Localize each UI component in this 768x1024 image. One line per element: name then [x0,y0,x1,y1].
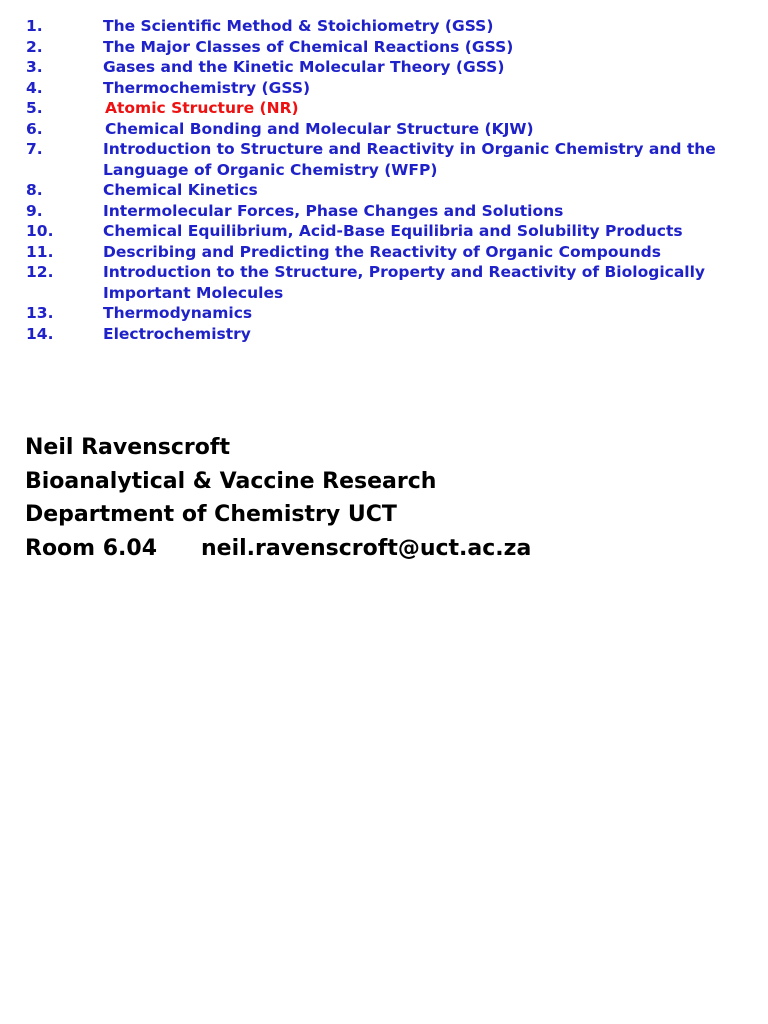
contact-room: Room 6.04 [25,535,158,561]
topic-title: Gases and the Kinetic Molecular Theory (GSS) [103,58,505,76]
topic-title: Introduction to Structure and Reactivity in Organic Chemistry and the Language of Organic Chemistry (WFP) [103,140,716,179]
contact-email[interactable]: neil.ravenscroft@uct.ac.za [201,535,532,561]
topic-number: 2. [26,37,43,56]
contact-name: Neil Ravenscroft [25,435,230,460]
contact-department: Department of Chemistry UCT [25,502,397,528]
topic-item [26,37,746,58]
topic-item [26,57,746,78]
topic-title: Chemical Bonding and Molecular Structure (KJW) [105,119,534,138]
topic-item [26,242,746,263]
topic-number: 10. [26,222,54,240]
topic-item [26,139,746,180]
topic-number: 13. [26,304,54,322]
topic-item [26,303,746,324]
topic-title: Thermodynamics [103,304,253,322]
topic-number: 6. [26,119,43,138]
topic-item [26,262,746,303]
topic-item [26,78,746,99]
topic-item [26,16,746,37]
topic-number: 3. [26,58,43,76]
topic-title: The Major Classes of Chemical Reactions (GSS) [103,37,514,56]
topic-number: 8. [26,181,43,199]
topic-title: The Scientific Method & Stoichiometry (GSS) [103,17,494,35]
topic-number: 11. [26,242,54,261]
topic-title: Chemical Equilibrium, Acid-Base Equilibria and Solubility Products [103,222,683,240]
topic-item [26,221,746,242]
topic-number: 4. [26,78,43,97]
topic-number: 9. [26,201,43,220]
contact-room-email-line [25,532,531,566]
topic-item-highlighted [26,98,746,119]
topic-title-highlighted: Atomic Structure (NR) [105,99,299,117]
contact-group: Bioanalytical & Vaccine Research [25,468,437,494]
topic-number: 1. [26,17,43,35]
topic-item [26,324,746,345]
topic-item [26,180,746,201]
topic-number: 5. [26,99,43,117]
topic-list [26,16,746,344]
topic-number: 14. [26,324,54,343]
topic-title: Intermolecular Forces, Phase Changes and Solutions [103,201,564,220]
contact-block [25,431,531,565]
topic-item [26,119,746,140]
topic-title: Chemical Kinetics [103,181,258,199]
topic-number: 7. [26,140,43,158]
topic-title: Thermochemistry (GSS) [103,78,311,97]
topic-item [26,201,746,222]
topic-title: Electrochemistry [103,324,251,343]
topic-title: Introduction to the Structure, Property and Reactivity of Biologically Important Molecules [103,263,706,302]
topic-title: Describing and Predicting the Reactivity of Organic Compounds [103,242,661,261]
topic-number: 12. [26,263,54,281]
